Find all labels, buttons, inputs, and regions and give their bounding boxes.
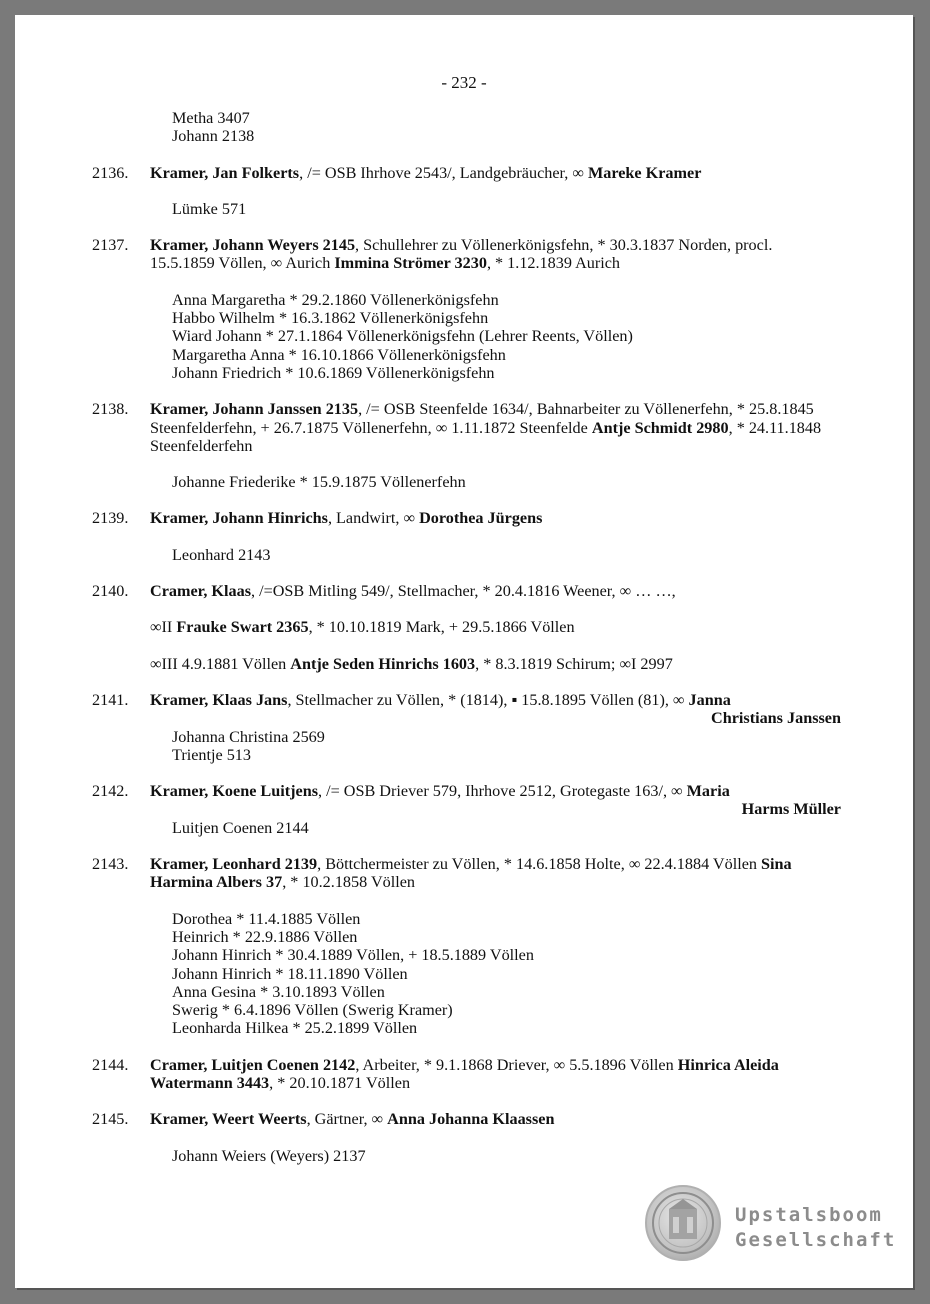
person-name: Kramer, Leonhard 2139 — [150, 855, 318, 874]
child-line: Johann Hinrich * 18.11.1890 Völlen — [172, 964, 408, 983]
entry-2141 — [15, 691, 913, 764]
marriage-prefix: ∞III 4.9.1881 Völlen — [150, 654, 291, 673]
marriage-line — [150, 655, 841, 673]
person-details: , /=OSB Mitling 549/, Stellmacher, * 20.4.1816 Weener, ∞ … …, — [251, 582, 676, 601]
continued-children — [15, 109, 913, 146]
child-line: Margaretha Anna * 16.10.1866 Völlenerkönigsfehn — [172, 345, 506, 364]
child-line: Leonhard 2143 — [172, 545, 271, 564]
children-list — [150, 200, 841, 218]
publisher-branding — [735, 1203, 896, 1253]
entry-number: 2143. — [92, 855, 129, 874]
entry-number: 2141. — [92, 690, 129, 709]
spouse-details: , * 10.10.1819 Mark, + 29.5.1866 Völlen — [308, 618, 575, 637]
child-line: Anna Margaretha * 29.2.1860 Völlenerkönigsfehn — [172, 290, 499, 309]
spouse-details: , * 8.3.1819 Schirum; ∞I 2997 — [475, 654, 673, 673]
person-name: Kramer, Johann Hinrichs — [150, 509, 328, 528]
child-line: Johann Weiers (Weyers) 2137 — [172, 1146, 366, 1165]
child-line: Lümke 571 — [172, 199, 247, 218]
spouse-name: Maria — [686, 782, 730, 801]
person-details: , Landwirt, ∞ — [327, 509, 420, 528]
entry-number: 2140. — [92, 582, 129, 601]
entry-2137 — [15, 236, 913, 382]
entry-2140 — [15, 582, 913, 673]
entry-2143 — [15, 855, 913, 1038]
person-name: Kramer, Johann Weyers 2145 — [150, 236, 356, 255]
spouse-name: Immina Strömer 3230 — [334, 254, 487, 273]
person-details: , /= OSB Steenfelde 1634/, Bahnarbeiter zu Völlenerfehn, * 25.8.1845 Steenfelderfehn, + 26.7.1875 Völlenerfehn, ∞ 1.11.1872 Steenfelde — [150, 400, 814, 437]
brand-line: Upstalsboom — [735, 1204, 883, 1226]
children-list — [150, 473, 841, 491]
entry-2136 — [15, 164, 913, 219]
spouse-details: , * 20.10.1871 Völlen — [269, 1073, 411, 1092]
spouse-name: Hinrica Aleida Watermann 3443 — [150, 1055, 779, 1092]
children-list — [150, 1147, 841, 1165]
child-line: Leonharda Hilkea * 25.2.1899 Völlen — [172, 1019, 418, 1038]
child-line: Wiard Johann * 27.1.1864 Völlenerkönigsfehn (Lehrer Reents, Völlen) — [172, 327, 633, 346]
spouse-details: , * 10.2.1858 Völlen — [282, 873, 415, 892]
document-page — [15, 15, 913, 1288]
person-details: , Böttchermeister zu Völlen, * 14.6.1858 Holte, ∞ 22.4.1884 Völlen — [317, 855, 762, 874]
child-line: Metha 3407 — [172, 109, 250, 127]
child-line: Johann Friedrich * 10.6.1869 Völlenerkönigsfehn — [172, 363, 495, 382]
person-name: Cramer, Klaas — [150, 582, 252, 601]
entry-2144 — [15, 1056, 913, 1093]
person-name: Kramer, Koene Luitjens — [150, 782, 318, 801]
children-list — [150, 819, 841, 837]
marriage-prefix: ∞II — [150, 618, 177, 637]
child-line: Johann Hinrich * 30.4.1889 Völlen, + 18.5.1889 Völlen — [172, 946, 534, 965]
person-name: Kramer, Jan Folkerts — [150, 163, 300, 182]
entry-number: 2136. — [92, 163, 129, 182]
spouse-name: Anna Johanna Klaassen — [387, 1110, 555, 1129]
page-number: - 232 - — [441, 73, 487, 92]
entry-2138 — [15, 400, 913, 491]
entry-number: 2137. — [92, 236, 129, 255]
entry-number: 2144. — [92, 1055, 129, 1074]
seal-icon — [645, 1185, 721, 1261]
children-list — [150, 910, 841, 1038]
spouse-name: Dorothea Jürgens — [419, 509, 543, 528]
child-line: Heinrich * 22.9.1886 Völlen — [172, 927, 358, 946]
person-details: , Gärtner, ∞ — [306, 1110, 388, 1129]
person-name: Kramer, Johann Janssen 2135 — [150, 400, 359, 419]
child-line: Johanna Christina 2569 — [172, 727, 325, 746]
person-details: , Stellmacher zu Völlen, * (1814), ▪ 15.8.1895 Völlen (81), ∞ — [287, 690, 689, 709]
child-line: Luitjen Coenen 2144 — [172, 818, 309, 837]
entry-2142 — [15, 782, 913, 837]
person-details: , /= OSB Ihrhove 2543/, Landgebräucher, ∞ — [299, 163, 588, 182]
entry-2145 — [15, 1110, 913, 1165]
spouse-details: , * 1.12.1839 Aurich — [486, 254, 621, 273]
spouse-name-continued: Harms Müller — [741, 800, 841, 819]
child-line: Swerig * 6.4.1896 Völlen (Swerig Kramer) — [172, 1001, 453, 1020]
child-line: Anna Gesina * 3.10.1893 Völlen — [172, 982, 385, 1001]
child-line: Dorothea * 11.4.1885 Völlen — [172, 909, 361, 928]
spouse-name: Antje Seden Hinrichs 1603 — [290, 654, 476, 673]
person-details: , /= OSB Driever 579, Ihrhove 2512, Grotegaste 163/, ∞ — [318, 782, 687, 801]
page-content — [15, 109, 913, 1165]
entry-2139 — [15, 509, 913, 564]
spouse-details: , * 24.11.1848 Steenfelderfehn — [150, 418, 822, 455]
person-name: Cramer, Luitjen Coenen 2142 — [150, 1055, 356, 1074]
person-name: Kramer, Klaas Jans — [150, 690, 288, 709]
children-list — [150, 546, 841, 564]
spouse-name: Mareke Kramer — [587, 163, 702, 182]
spouse-name: Sina Harmina Albers 37 — [150, 855, 792, 892]
spouse-name: Frauke Swart 2365 — [176, 618, 309, 637]
children-list — [150, 291, 841, 382]
brand-line: Gesellschaft — [735, 1229, 897, 1251]
child-line: Johann 2138 — [172, 127, 255, 146]
children-list — [150, 728, 841, 765]
child-line: Johanne Friederike * 15.9.1875 Völlenerfehn — [172, 473, 466, 492]
entry-number: 2139. — [92, 509, 129, 528]
spouse-name-continued: Christians Janssen — [711, 709, 841, 728]
child-line: Trientje 513 — [172, 745, 251, 764]
entry-number: 2138. — [92, 400, 129, 419]
entry-number: 2145. — [92, 1110, 129, 1129]
person-details: , Schullehrer zu Völlenerkönigsfehn, * 30.3.1837 Norden, procl. 15.5.1859 Völlen, ∞ Aurich — [150, 236, 773, 273]
child-line: Habbo Wilhelm * 16.3.1862 Völlenerkönigsfehn — [172, 309, 489, 328]
spouse-name: Antje Schmidt 2980 — [591, 418, 729, 437]
spouse-name: Janna — [688, 690, 731, 709]
person-name: Kramer, Weert Weerts — [150, 1110, 307, 1129]
entry-number: 2142. — [92, 782, 129, 801]
person-details: , Arbeiter, * 9.1.1868 Driever, ∞ 5.5.1896 Völlen — [355, 1055, 678, 1074]
marriage-line — [150, 618, 841, 636]
